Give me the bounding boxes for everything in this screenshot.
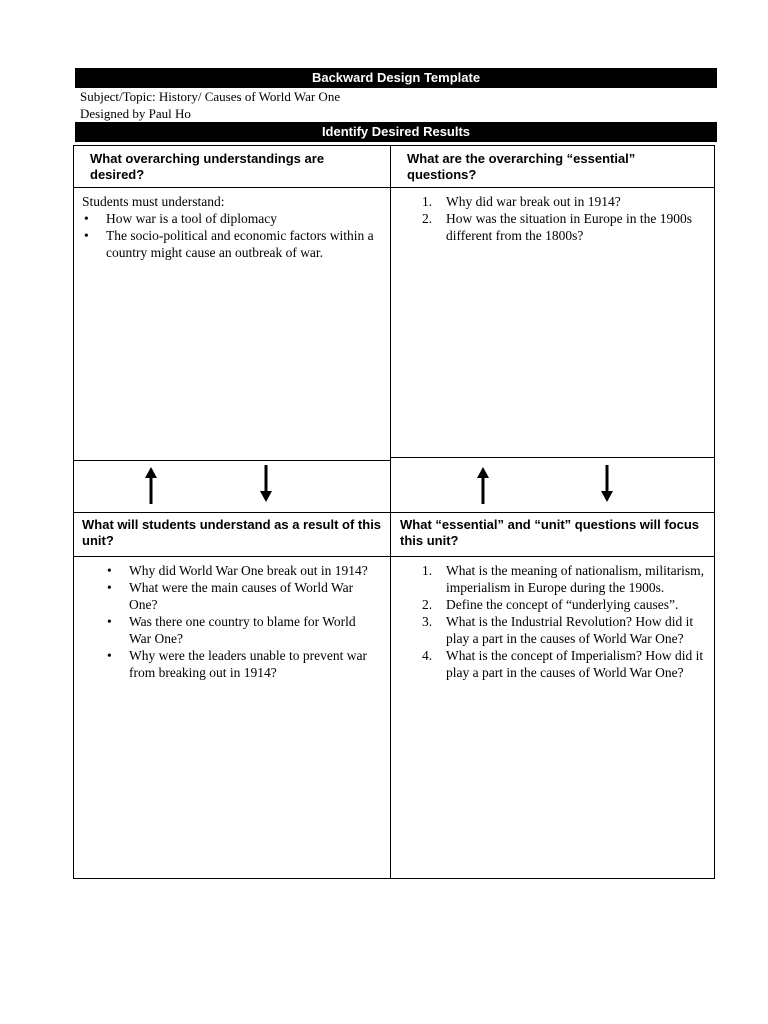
designer-line: Designed by Paul Ho [80, 106, 191, 121]
subject-topic: Subject/Topic: History/ Causes of World War One [80, 89, 341, 104]
arrow-up-icon [475, 467, 491, 505]
results-grid [73, 145, 715, 879]
list-item: 1. Why did war break out in 1914? [422, 194, 621, 209]
list-item: • Why did World War One break out in 1914? [105, 562, 375, 579]
row-divider [390, 457, 714, 458]
understandings-list [82, 210, 382, 261]
section-title: Identify Desired Results [75, 122, 717, 142]
student-understanding-heading: What will students understand as a result of this unit? [82, 517, 382, 548]
student-understanding-list [105, 562, 375, 681]
list-item: • How war is a tool of diplomacy [82, 210, 382, 227]
list-item: 3. What is the Industrial Revolution? How did it play a part in the causes of World War One? [422, 614, 694, 646]
row-divider [74, 187, 714, 188]
list-item: 1. What is the meaning of nationalism, militarism, imperialism in Europe during the 1900s. [422, 563, 704, 595]
essential-questions-list [422, 193, 707, 244]
arrow-down-icon [258, 465, 274, 503]
unit-questions-content [422, 562, 708, 681]
essential-questions-content [422, 193, 707, 244]
unit-questions-list [422, 562, 708, 681]
list-item: • What were the main causes of World War One? [105, 579, 375, 613]
understandings-heading: What overarching understandings are desired? [90, 151, 325, 182]
row-divider [74, 512, 714, 513]
understandings-content [82, 193, 382, 261]
essential-questions-heading: What are the overarching “essential” questions? [407, 151, 636, 182]
student-understanding-content [105, 562, 375, 681]
list-item: 2. Define the concept of “underlying causes”. [422, 597, 679, 612]
list-item: • The socio-political and economic factors within a country might cause an outbreak of war. [82, 227, 382, 261]
understandings-intro: Students must understand: [82, 194, 225, 209]
list-item: • Was there one country to blame for World War One? [105, 613, 375, 647]
document-title: Backward Design Template [75, 68, 717, 88]
unit-questions-heading: What “essential” and “unit” questions will focus this unit? [400, 517, 700, 548]
row-divider [74, 556, 714, 557]
list-item: • Why were the leaders unable to prevent war from breaking out in 1914? [105, 647, 375, 681]
list-item: 2. How was the situation in Europe in the 1900s different from the 1800s? [422, 211, 692, 243]
list-item: 4. What is the concept of Imperialism? How did it play a part in the causes of World War One? [422, 648, 704, 680]
arrow-down-icon [599, 465, 615, 503]
row-divider [74, 460, 391, 461]
arrow-up-icon [143, 467, 159, 505]
